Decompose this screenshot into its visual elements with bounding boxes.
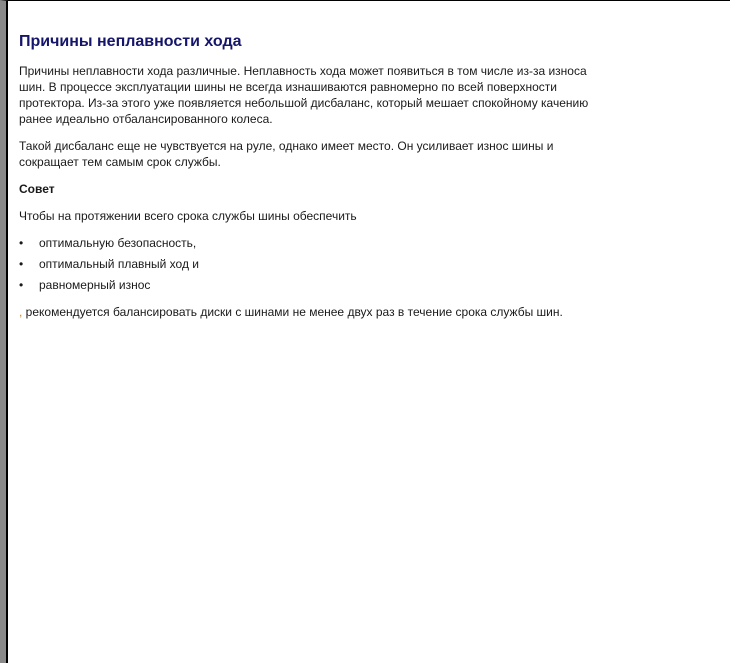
paragraph-imbalance: Такой дисбаланс еще не чувствуется на руле, однако имеет место. Он усиливает износ шины и сокращает тем самым срок службы. — [19, 139, 554, 169]
bullet-icon: • — [19, 278, 24, 292]
list-item-text: оптимальную безопасность, — [39, 236, 197, 250]
conclusion-comma: , — [19, 305, 23, 319]
list-item-text: равномерный износ — [39, 278, 151, 292]
bullet-icon: • — [19, 257, 24, 271]
paragraph-cause: Причины неплавности хода различные. Неплавность хода может появиться в том числе из-за износа шин. В процессе эксплуатации шины не всегда изнашиваются равномерно по всей поверхности протектора. Из-за этого уже появляется небольшой дисбаланс, который мешает спокойному качению ранее идеально отбалансированного колеса. — [19, 64, 589, 126]
advice-intro: Чтобы на протяжении всего срока службы шины обеспечить — [19, 209, 357, 223]
list-item-text: оптимальный плавный ход и — [39, 257, 199, 271]
conclusion-text: рекомендуется балансировать диски с шинами не менее двух раз в течение срока службы шин. — [22, 305, 563, 319]
advice-list — [19, 235, 599, 293]
advice-heading: Совет — [19, 182, 55, 196]
list-item — [19, 277, 599, 293]
bullet-icon: • — [19, 236, 24, 250]
article-content — [19, 32, 599, 331]
list-item — [19, 256, 599, 272]
article-title: Причины неплавности хода — [19, 33, 242, 50]
list-item — [19, 235, 599, 251]
conclusion-paragraph — [19, 304, 599, 320]
